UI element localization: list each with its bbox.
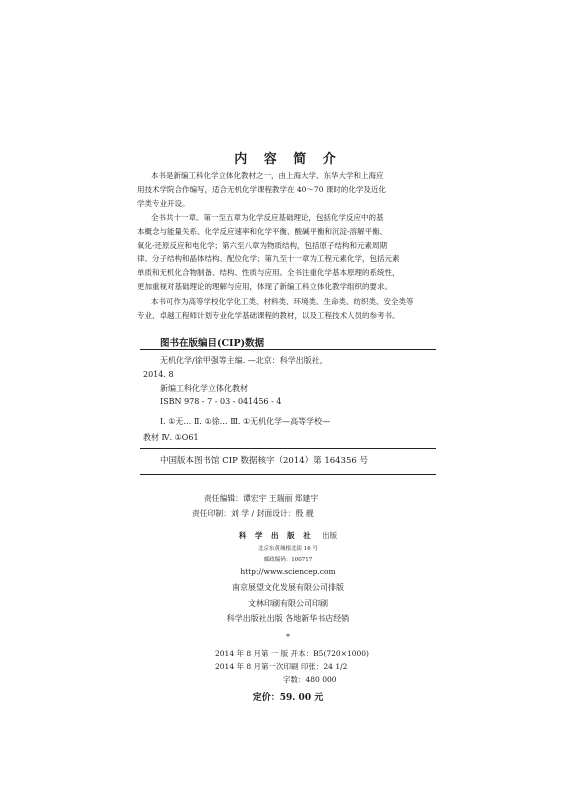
printer: 文林印刷有限公司印刷 (248, 599, 328, 608)
publisher-name-suffix: 出版 (322, 531, 338, 540)
publisher-postcode: 邮政编码：100717 (263, 557, 313, 563)
publisher-name: 科 学 出 版 社 (238, 531, 314, 540)
text-line: 用技术学院合作编写，适合无机化学课程教学在 40～70 课时的化学及近化 (137, 184, 386, 194)
edition-and-format: 2014 年 8 月第 一 版 开本：B5(720×1000) (215, 649, 369, 658)
intro-paragraph-2 (137, 211, 433, 294)
cip-line: 无机化学/徐甲强等主编. —北京：科学出版社， (160, 356, 328, 365)
cip-line: ISBN 978 - 7 - 03 - 041456 - 4 (160, 397, 282, 406)
divider (140, 349, 436, 350)
page-title: 内 容 简 介 (234, 152, 342, 167)
distributor: 科学出版社出版 各地新华书店经销 (226, 614, 350, 623)
text-line: 全书共十一章。第一至五章为化学反应基础理论，包括化学反应中的基 (151, 213, 384, 222)
divider (140, 474, 436, 475)
intro-paragraph-1 (137, 169, 433, 210)
cip-record-number: 中国版本图书馆 CIP 数据核字（2014）第 164356 号 (160, 456, 368, 466)
text-line: 专业、卓越工程师计划专业化学基础课程的教材，以及工程技术人员的参考书。 (137, 310, 400, 320)
text-line: 氧化-还原反应和电化学；第六至八章为物质结构，包括原子结构和元素周期 (137, 240, 388, 250)
publisher-website: http://www.sciencep.com (240, 567, 336, 576)
text-line: 律、分子结构和晶体结构、配位化学；第九至十一章为工程元素化学，包括元素 (137, 254, 400, 264)
text-line: 更加重视对基础理论的理解与应用，体现了新编工科立体化教学组织的要求。 (137, 281, 392, 291)
divider-asterisk: * (286, 632, 290, 641)
cip-line: 2014. 8 (143, 370, 174, 379)
typesetter: 南京展望文化发展有限公司排版 (232, 583, 344, 592)
text-line: 学类专业开设。 (137, 198, 190, 208)
divider (140, 448, 436, 449)
publisher-name-line (0, 530, 576, 541)
cip-line: 新编工科化学立体化教材 (160, 384, 248, 393)
publisher-address: 北京东黄城根北街 16 号 (258, 546, 318, 552)
intro-paragraph-3 (137, 295, 433, 323)
text-line: 本概念与能量关系、化学反应速率和化学平衡、酸碱平衡和沉淀-溶解平衡、 (137, 226, 388, 236)
text-line: 单质和无机化合物制备、结构、性质与应用。全书注重化学基本原理的系统性， (137, 268, 400, 278)
cip-classification: Ⅰ. ①无… Ⅱ. ①徐… Ⅲ. ①无机化学—高等学校— (160, 417, 331, 426)
word-count: 字数：480 000 (283, 675, 337, 684)
text-line: 本书是新编工科化学立体化教材之一，由上海大学、东华大学和上海应 (151, 171, 384, 180)
text-line: 本书可作为高等学校化学化工类、材料类、环境类、生命类、纺织类、安全类等 (151, 297, 414, 306)
cip-classification: 教材 Ⅳ. ①O61 (143, 433, 199, 442)
cip-heading: 图书在版编目(CIP)数据 (160, 338, 265, 349)
price: 定价：59. 00 元 (252, 693, 324, 703)
responsible-print-and-cover-design: 责任印制：刘 学 / 封面设计：殷 靓 (192, 509, 314, 518)
printing-and-sheets: 2014 年 8 月第一次印刷 印张：24 1/2 (215, 662, 348, 671)
responsible-editors: 责任编辑：谭宏宇 王瑞丽 郑建宇 (204, 494, 319, 503)
